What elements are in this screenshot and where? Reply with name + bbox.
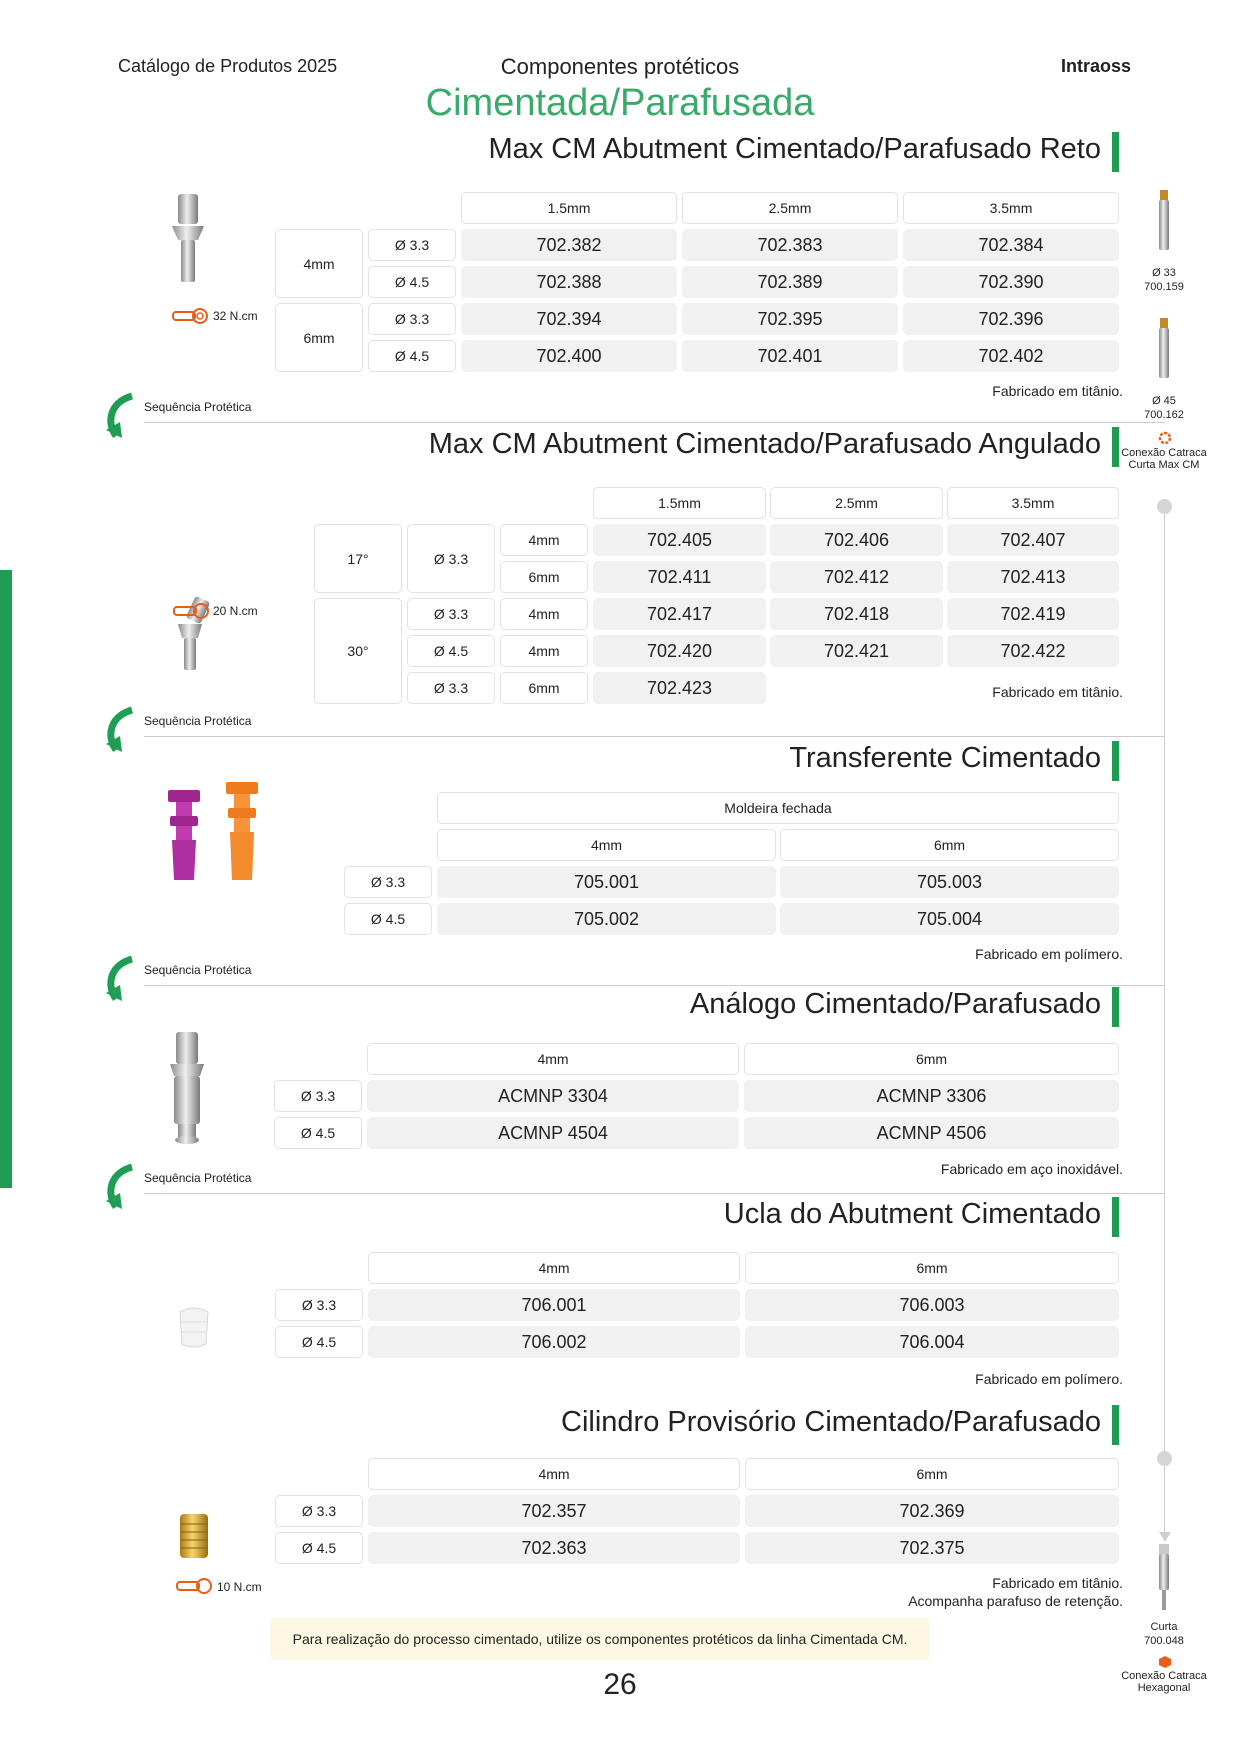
product-code: ACMNP 4506 bbox=[744, 1117, 1119, 1149]
angle-label: 30° bbox=[314, 598, 402, 704]
col-header: 6mm bbox=[745, 1252, 1119, 1284]
product-code: 702.413 bbox=[947, 561, 1119, 593]
product-code: ACMNP 3306 bbox=[744, 1080, 1119, 1112]
col-header: 3.5mm bbox=[947, 487, 1119, 519]
product-code: ACMNP 4504 bbox=[367, 1117, 739, 1149]
rail-line bbox=[1164, 506, 1165, 1538]
retention-note: Acompanha parafuso de retenção. bbox=[908, 1593, 1123, 1609]
page-title: Cimentada/Parafusada bbox=[425, 82, 815, 124]
product-code: 702.402 bbox=[903, 340, 1119, 372]
height-label: 4mm bbox=[275, 229, 363, 298]
product-code: 702.382 bbox=[461, 229, 677, 261]
col-header: 4mm bbox=[368, 1458, 740, 1490]
product-code: 702.394 bbox=[461, 303, 677, 335]
seq-arrow-icon bbox=[102, 1163, 142, 1213]
diameter-label: Ø 3.3 bbox=[407, 598, 495, 630]
analog-image bbox=[164, 1030, 210, 1148]
section-marker bbox=[1112, 427, 1119, 467]
material-note: Fabricado em polímero. bbox=[975, 1371, 1123, 1387]
product-code: 706.004 bbox=[745, 1326, 1119, 1358]
diameter-label: Ø 4.5 bbox=[368, 340, 456, 372]
col-header: 2.5mm bbox=[682, 192, 898, 224]
product-code: 702.420 bbox=[593, 635, 766, 667]
torque-value: 20 N.cm bbox=[213, 604, 258, 618]
height-label: 6mm bbox=[275, 303, 363, 372]
side-accent-bar bbox=[0, 570, 12, 1188]
torque-wrench-icon bbox=[173, 602, 211, 620]
diameter-label: Ø 3.3 bbox=[368, 303, 456, 335]
moldeira-header: Moldeira fechada bbox=[437, 792, 1119, 824]
product-code: 702.405 bbox=[593, 524, 766, 556]
diameter-label: Ø 3.3 bbox=[344, 866, 432, 898]
seq-label[interactable]: Sequência Protética bbox=[144, 400, 252, 414]
section-title-ucla: Ucla do Abutment Cimentado bbox=[723, 1198, 1101, 1230]
rail-diameter: Ø 45 bbox=[1152, 395, 1176, 407]
seq-arrow-icon bbox=[102, 706, 142, 756]
product-code: ACMNP 3304 bbox=[367, 1080, 739, 1112]
section-title-angulado: Max CM Abutment Cimentado/Parafusado Angulado bbox=[428, 428, 1101, 460]
divider-line bbox=[144, 422, 1164, 423]
product-code: 702.422 bbox=[947, 635, 1119, 667]
torque-wrench-icon bbox=[176, 1577, 214, 1595]
product-code: 702.417 bbox=[593, 598, 766, 630]
rail-diameter: Ø 33 bbox=[1152, 267, 1176, 279]
diameter-label: Ø 3.3 bbox=[368, 229, 456, 261]
divider-line bbox=[144, 985, 1164, 986]
diameter-label: Ø 3.3 bbox=[407, 672, 495, 704]
product-code: 705.002 bbox=[437, 903, 776, 935]
divider-line bbox=[144, 1193, 1164, 1194]
product-code: 705.003 bbox=[780, 866, 1119, 898]
section-marker bbox=[1112, 741, 1119, 781]
height-label: 4mm bbox=[500, 635, 588, 667]
rail-code: 700.048 bbox=[1144, 1635, 1184, 1647]
col-header: 6mm bbox=[745, 1458, 1119, 1490]
section-title-analogo: Análogo Cimentado/Parafusado bbox=[689, 988, 1101, 1020]
product-code: 702.383 bbox=[682, 229, 898, 261]
product-code: 702.369 bbox=[745, 1495, 1119, 1527]
diameter-label: Ø 4.5 bbox=[344, 903, 432, 935]
hexagonal-connection-icon bbox=[1158, 1655, 1172, 1669]
section-marker bbox=[1112, 132, 1119, 172]
diameter-label: Ø 3.3 bbox=[275, 1495, 363, 1527]
product-code: 702.411 bbox=[593, 561, 766, 593]
torque-wrench-icon bbox=[172, 307, 210, 325]
rail-connection-label: Conexão Catraca Hexagonal bbox=[1121, 1670, 1207, 1694]
rail-label: Curta bbox=[1150, 1621, 1178, 1633]
diameter-label: Ø 3.3 bbox=[274, 1080, 362, 1112]
product-code: 702.390 bbox=[903, 266, 1119, 298]
material-note: Fabricado em polímero. bbox=[975, 946, 1123, 962]
transfer-copings-image bbox=[164, 780, 272, 890]
seq-label[interactable]: Sequência Protética bbox=[144, 963, 252, 977]
col-header: 1.5mm bbox=[593, 487, 766, 519]
material-note: Fabricado em titânio. bbox=[992, 1575, 1123, 1591]
material-note: Fabricado em titânio. bbox=[992, 383, 1123, 399]
product-code: 702.395 bbox=[682, 303, 898, 335]
diameter-label: Ø 3.3 bbox=[275, 1289, 363, 1321]
rail-dot[interactable] bbox=[1157, 499, 1172, 514]
abutment-straight-image bbox=[166, 192, 210, 286]
product-code: 702.401 bbox=[682, 340, 898, 372]
seq-arrow-icon bbox=[102, 955, 142, 1005]
col-header: 1.5mm bbox=[461, 192, 677, 224]
col-header: 6mm bbox=[744, 1043, 1119, 1075]
section-marker bbox=[1112, 1405, 1119, 1445]
col-header: 4mm bbox=[437, 829, 776, 861]
col-header: 6mm bbox=[780, 829, 1119, 861]
rail-connection-label: Conexão Catraca Curta Max CM bbox=[1121, 447, 1207, 471]
col-header: 3.5mm bbox=[903, 192, 1119, 224]
product-code: 702.400 bbox=[461, 340, 677, 372]
product-code: 702.384 bbox=[903, 229, 1119, 261]
rail-code: 700.162 bbox=[1144, 409, 1184, 421]
col-header: 4mm bbox=[368, 1252, 740, 1284]
rail-code: 700.159 bbox=[1144, 281, 1184, 293]
col-header: 2.5mm bbox=[770, 487, 943, 519]
product-code: 705.004 bbox=[780, 903, 1119, 935]
product-code: 702.396 bbox=[903, 303, 1119, 335]
product-code: 702.357 bbox=[368, 1495, 740, 1527]
section-label: Componentes protéticos bbox=[500, 54, 740, 79]
material-note: Fabricado em titânio. bbox=[992, 684, 1123, 700]
material-note: Fabricado em aço inoxidável. bbox=[940, 1161, 1123, 1177]
torque-value: 10 N.cm bbox=[217, 1580, 262, 1594]
product-code: 702.423 bbox=[593, 672, 766, 704]
height-label: 6mm bbox=[500, 672, 588, 704]
diameter-label: Ø 4.5 bbox=[274, 1117, 362, 1149]
section-marker bbox=[1112, 1197, 1119, 1237]
divider-line bbox=[144, 736, 1164, 737]
col-header: 4mm bbox=[367, 1043, 739, 1075]
cylinder-image bbox=[176, 1510, 212, 1562]
product-code: 702.375 bbox=[745, 1532, 1119, 1564]
section-marker bbox=[1112, 987, 1119, 1027]
ratchet-connection-icon bbox=[1158, 431, 1172, 445]
ratchet-driver-image bbox=[1156, 318, 1172, 380]
height-label: 4mm bbox=[500, 598, 588, 630]
seq-label[interactable]: Sequência Protética bbox=[144, 1171, 252, 1185]
section-title-reto: Max CM Abutment Cimentado/Parafusado Reto bbox=[488, 133, 1101, 165]
brand-label: Intraoss bbox=[1060, 56, 1131, 76]
product-code: 702.389 bbox=[682, 266, 898, 298]
section-title-transferente: Transferente Cimentado bbox=[789, 742, 1101, 774]
product-code: 702.421 bbox=[770, 635, 943, 667]
product-code: 706.001 bbox=[368, 1289, 740, 1321]
page-number: 26 bbox=[603, 1668, 637, 1701]
torque-value: 32 N.cm bbox=[213, 309, 258, 323]
product-code: 702.419 bbox=[947, 598, 1119, 630]
product-code: 702.406 bbox=[770, 524, 943, 556]
product-code: 702.412 bbox=[770, 561, 943, 593]
diameter-label: Ø 3.3 bbox=[407, 524, 495, 593]
ucla-image bbox=[176, 1304, 212, 1350]
ratchet-driver-image bbox=[1156, 190, 1172, 252]
product-code: 706.002 bbox=[368, 1326, 740, 1358]
height-label: 4mm bbox=[500, 524, 588, 556]
product-code: 705.001 bbox=[437, 866, 776, 898]
product-code: 706.003 bbox=[745, 1289, 1119, 1321]
product-code: 702.418 bbox=[770, 598, 943, 630]
product-code: 702.363 bbox=[368, 1532, 740, 1564]
catalog-label: Catálogo de Produtos 2025 bbox=[118, 56, 338, 76]
section-title-cilindro: Cilindro Provisório Cimentado/Parafusado bbox=[561, 1406, 1101, 1438]
angle-label: 17° bbox=[314, 524, 402, 593]
ratchet-driver-image bbox=[1156, 1544, 1172, 1612]
diameter-label: Ø 4.5 bbox=[275, 1326, 363, 1358]
seq-arrow-icon bbox=[102, 392, 142, 442]
diameter-label: Ø 4.5 bbox=[368, 266, 456, 298]
product-code: 702.388 bbox=[461, 266, 677, 298]
rail-arrow-icon bbox=[1159, 1532, 1171, 1542]
diameter-label: Ø 4.5 bbox=[275, 1532, 363, 1564]
product-code: 702.407 bbox=[947, 524, 1119, 556]
footer-note: Para realização do processo cimentado, utilize os componentes protéticos da linha Cimentada CM. bbox=[270, 1618, 930, 1660]
height-label: 6mm bbox=[500, 561, 588, 593]
rail-dot[interactable] bbox=[1157, 1451, 1172, 1466]
diameter-label: Ø 4.5 bbox=[407, 635, 495, 667]
seq-label[interactable]: Sequência Protética bbox=[144, 714, 252, 728]
